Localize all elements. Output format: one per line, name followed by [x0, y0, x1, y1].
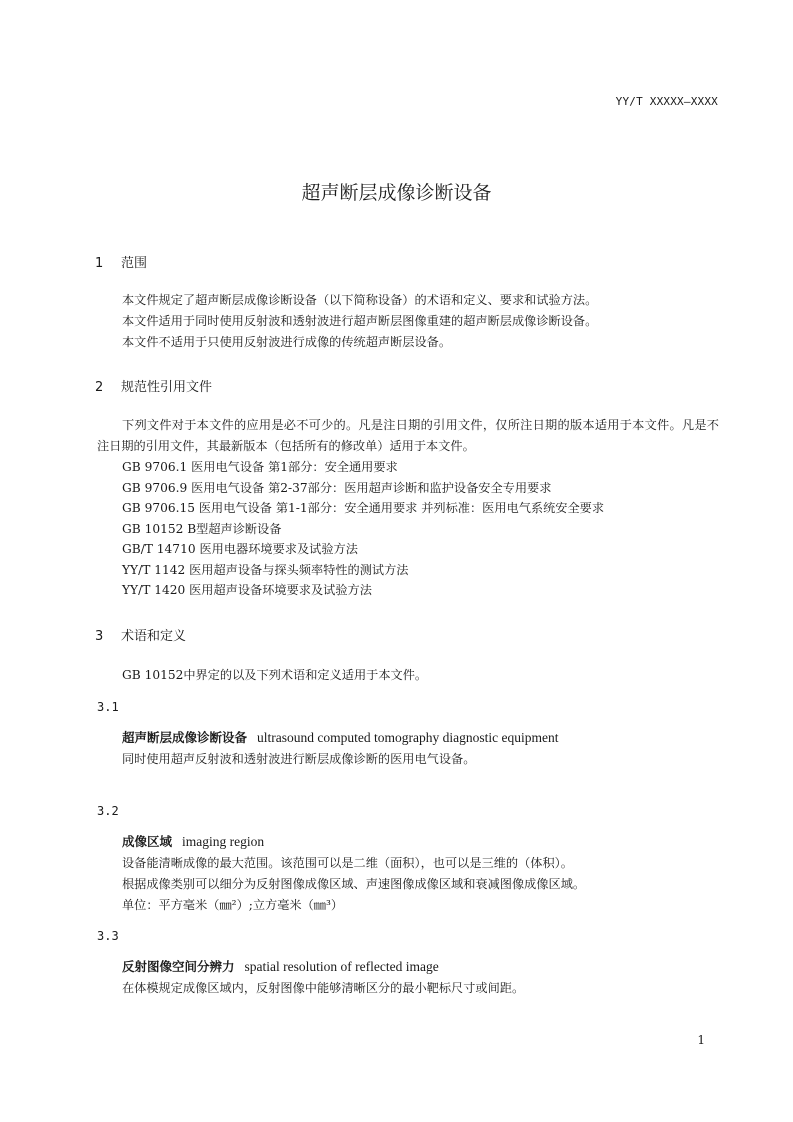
section-title: 术语和定义: [121, 629, 187, 644]
standard-number: YY/T XXXXX—XXXX: [615, 95, 718, 108]
term-entry: [122, 728, 558, 749]
term-definition: 同时使用超声反射波和透射波进行断层成像诊断的医用电气设备。: [122, 752, 476, 766]
reference-item: YY/T 1142 医用超声设备与探头频率特性的测试方法: [122, 562, 409, 577]
reference-list: [122, 457, 604, 601]
section-number: 3: [95, 629, 104, 644]
term-english: ultrasound computed tomography diagnostic equipment: [257, 730, 559, 745]
reference-item: GB 9706.1 医用电气设备 第1部分：安全通用要求: [122, 460, 398, 474]
section-title: 范围: [121, 256, 148, 271]
term-definition: 在体模规定成像区域内，反射图像中能够清晰区分的最小靶标尺寸或间距。: [122, 981, 525, 995]
reference-item: GB 10152 B型超声诊断设备: [122, 521, 282, 536]
term-entry: [122, 957, 439, 978]
paragraph: 下列文件对于本文件的应用是必不可少的。凡是注日期的引用文件，仅所注日期的版本适用于本文件。凡是不注日期的引用文件，其最新版本（包括所有的修改单）适用于本文件。: [97, 418, 719, 453]
term-chinese: 超声断层成像诊断设备: [122, 730, 248, 745]
term-unit: 单位：平方毫米（㎜²）;立方毫米（㎜³）: [122, 898, 344, 912]
reference-item: GB/T 14710 医用电器环境要求及试验方法: [122, 542, 358, 556]
term-chinese: 成像区域: [122, 834, 173, 849]
term-english: imaging region: [182, 834, 265, 849]
subclause-number: 3.2: [97, 804, 119, 818]
section-heading-scope: [95, 252, 147, 271]
term-definition: 根据成像类别可以细分为反射图像成像区域、声速图像成像区域和衰减图像成像区域。: [122, 877, 586, 891]
subclause-number: 3.1: [97, 700, 119, 714]
section-number: 1: [95, 256, 104, 271]
document-title: 超声断层成像诊断设备: [301, 182, 492, 204]
term-definition: 设备能清晰成像的最大范围。该范围可以是二维（面积），也可以是三维的（体积）。: [122, 856, 573, 870]
term-english: spatial resolution of reflected image: [244, 959, 439, 974]
section-title: 规范性引用文件: [121, 380, 213, 395]
reference-item: YY/T 1420 医用超声设备环境要求及试验方法: [122, 583, 372, 597]
section-heading-normative-references: [95, 376, 212, 395]
section-number: 2: [95, 380, 104, 395]
paragraph: GB 10152中界定的以及下列术语和定义适用于本文件。: [122, 668, 428, 682]
page-number: 1: [697, 1033, 705, 1047]
reference-item: GB 9706.15 医用电气设备 第1-1部分：安全通用要求 并列标准：医用电气系统安全要求: [122, 501, 605, 515]
paragraph: 本文件不适用于只使用反射波进行成像的传统超声断层设备。: [122, 335, 452, 349]
paragraph: 本文件规定了超声断层成像诊断设备（以下简称设备）的术语和定义、要求和试验方法。: [122, 293, 598, 307]
term-entry: [122, 832, 264, 853]
subclause-number: 3.3: [97, 929, 119, 943]
section-heading-terms: [95, 625, 186, 644]
term-chinese: 反射图像空间分辨力: [122, 959, 235, 974]
paragraph: 本文件适用于同时使用反射波和透射波进行超声断层图像重建的超声断层成像诊断设备。: [122, 314, 598, 328]
reference-item: GB 9706.9 医用电气设备 第2-37部分：医用超声诊断和监护设备安全专用要求: [122, 480, 552, 495]
